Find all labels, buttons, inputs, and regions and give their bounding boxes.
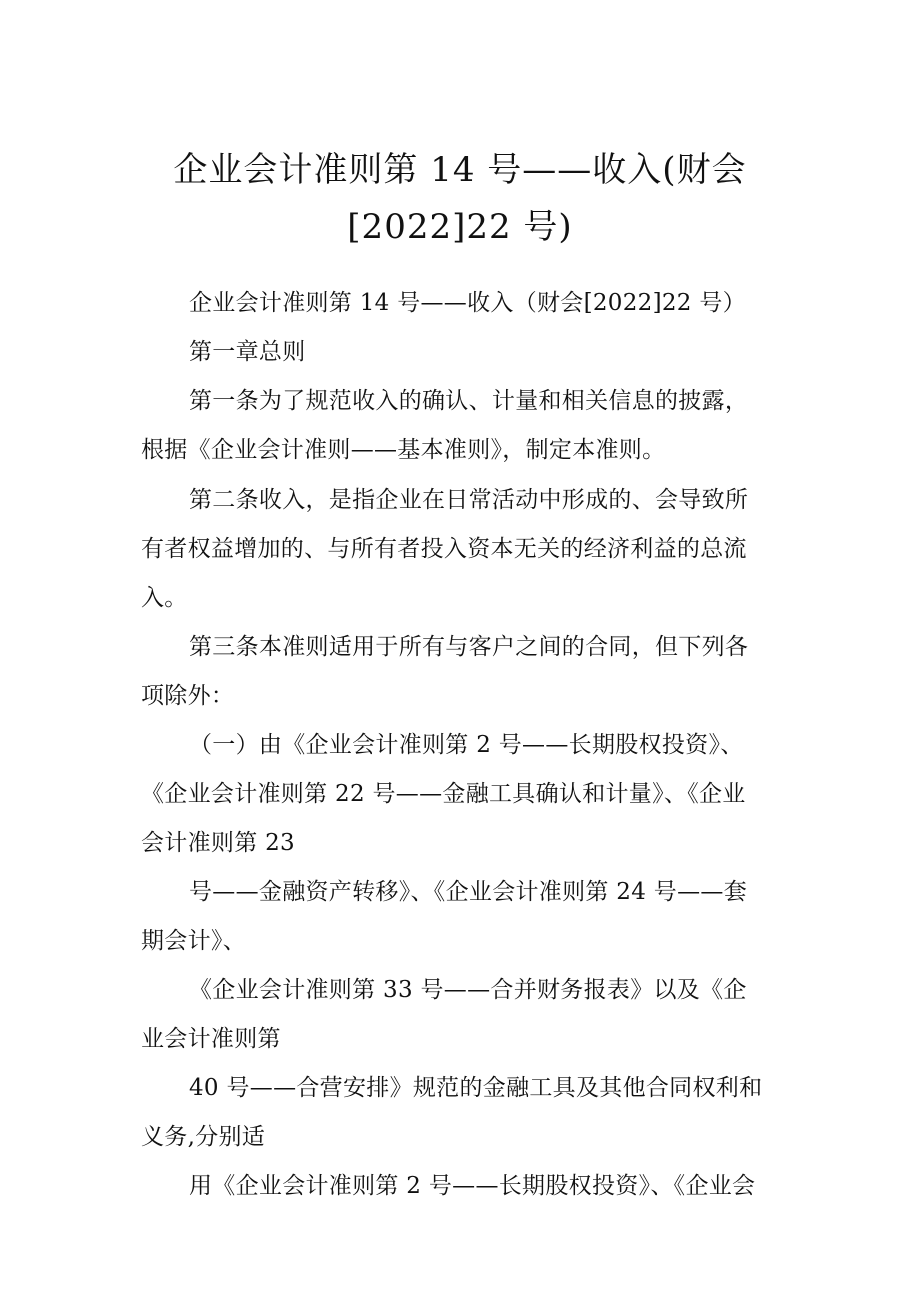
body-line: 《企业会计准则第 33 号——合并财务报表》以及《企 [189, 977, 747, 1003]
body-line: 用《企业会计准则第 2 号——长期股权投资》、《企业会 [189, 1173, 756, 1199]
body-line: 《企业会计准则第 22 号——金融工具确认和计量》、《企业 [141, 781, 746, 807]
body-line: 第二条收入，是指企业在日常活动中形成的、会导致所 [189, 487, 749, 513]
chapter-heading: 第一章总则 [189, 339, 306, 365]
body-line: 义务,分别适 [141, 1124, 266, 1150]
body-line: 期会计》、 [141, 928, 246, 954]
body-line: 有者权益增加的、与所有者投入资本无关的经济利益的总流 [141, 536, 747, 562]
body-line: 企业会计准则第 14 号——收入（财会[2022]22 号） [189, 290, 746, 316]
body-line: 根据《企业会计准则——基本准则》，制定本准则。 [141, 437, 666, 463]
body-line: 第三条本准则适用于所有与客户之间的合同，但下列各 [189, 634, 749, 660]
body-line: 40 号——合营安排》规范的金融工具及其他合同权利和 [189, 1075, 763, 1101]
document-title-line-2: [2022]22 号) [347, 207, 573, 247]
body-line: 项除外： [141, 683, 235, 709]
body-line: （一）由《企业会计准则第 2 号——长期股权投资》、 [189, 732, 744, 758]
body-line: 业会计准则第 [141, 1026, 281, 1052]
body-line: 号——金融资产转移》、《企业会计准则第 24 号——套 [189, 879, 747, 905]
document-title-line-1: 企业会计准则第 14 号——收入(财会 [173, 150, 747, 190]
body-line: 会计准则第 23 [141, 830, 295, 856]
body-line: 入。 [141, 585, 188, 611]
body-line: 第一条为了规范收入的确认、计量和相关信息的披露， [189, 388, 749, 414]
